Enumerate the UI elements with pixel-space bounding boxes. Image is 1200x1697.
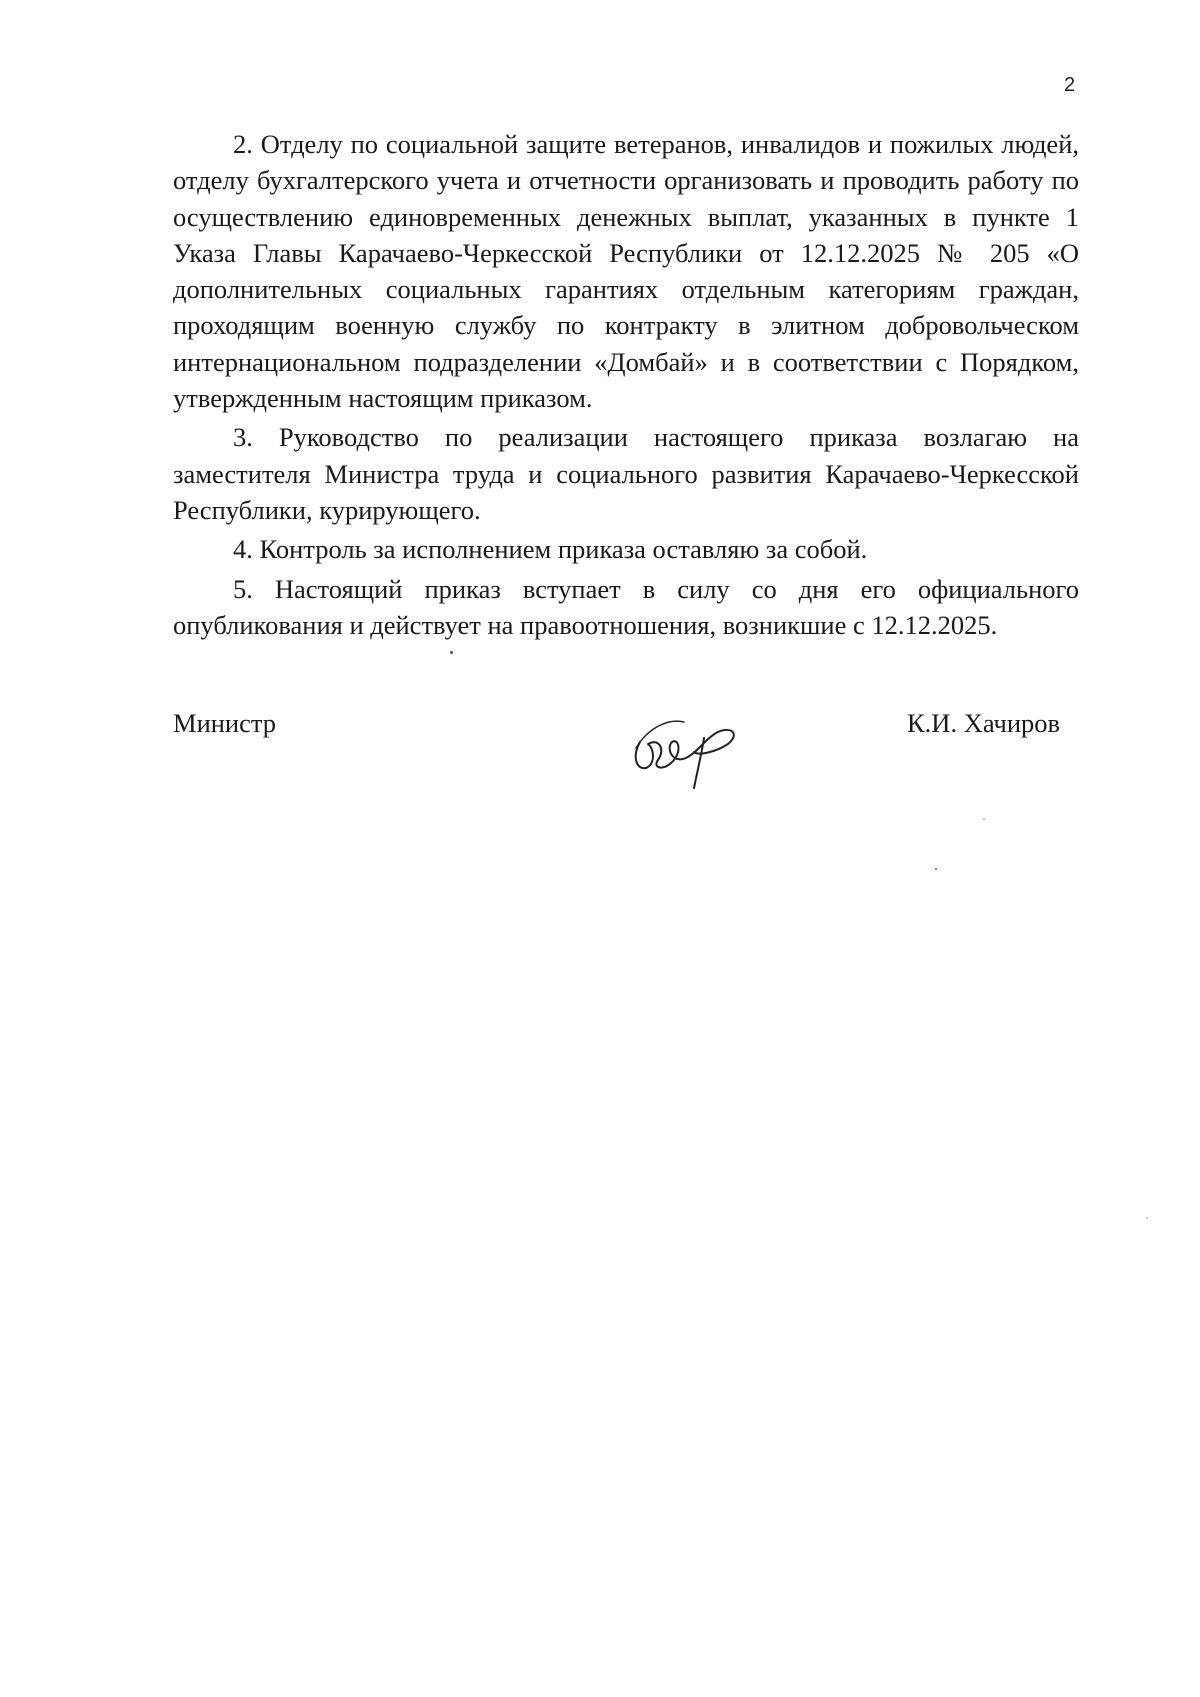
page-number: 2 [1064,74,1076,96]
signatory-title: Министр [173,708,277,738]
signatory-name: К.И. Хачиров [907,708,1061,738]
paragraph-3: 3. Руководство по реализации настоящего приказа возлагаю на заместителя Министра труда и социального развития Карачаево-Черкесской Республики, курирующего. [173,422,1079,525]
document-body [173,126,1079,643]
paragraph-2: 2. Отделу по социальной защите ветеранов, инвалидов и пожилых людей, отделу бухгалтерского учета и отчетности организовать и проводить работу по осуществлению единовременных денежных выплат, указанных в пункте 1 Указа Главы Карачаево-Черкесской Республики от 12.12.2025 № 205 «О дополнительных социальных гарантиях отдельным категориям граждан, проходящим военную службу по контракту в элитном добровольческом интернациональном подразделении «Домбай» и в соответствии с Порядком, утвержденным настоящим приказом. [173,129,1079,414]
scan-speck [1146,1217,1148,1219]
handwritten-signature [628,698,758,798]
scan-speck [450,651,453,654]
paragraph-5: 5. Настоящий приказ вступает в силу со дня его официального опубликования и действует на правоотношения, возникшие с 12.12.2025. [173,573,1079,640]
scan-speck [983,818,985,820]
paragraph-4: 4. Контроль за исполнением приказа оставляю за собой. [233,534,868,565]
scan-speck [935,868,937,870]
